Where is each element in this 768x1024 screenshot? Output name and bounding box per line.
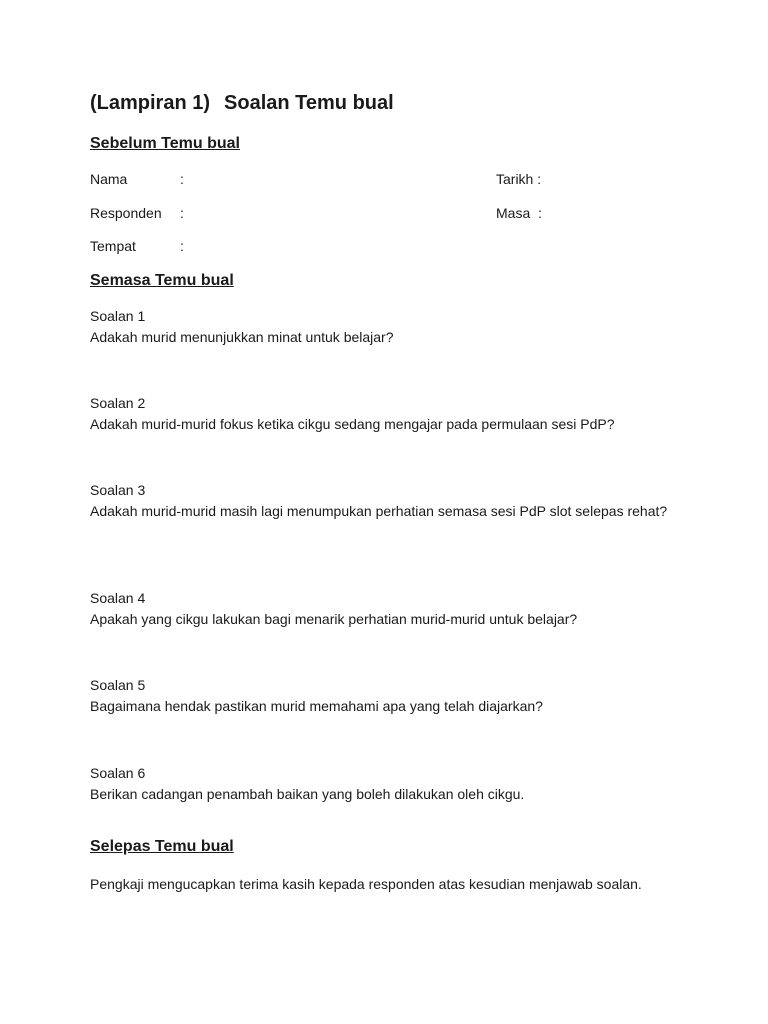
question-number: Soalan 1 xyxy=(90,308,146,324)
field-label-nama: Nama xyxy=(90,171,128,187)
field-label-responden: Responden xyxy=(90,205,162,221)
question-number: Soalan 6 xyxy=(90,765,146,781)
field-label-tempat: Tempat xyxy=(90,238,136,254)
field-colon-tempat: : xyxy=(180,238,184,254)
document-title xyxy=(90,92,394,115)
heading-during-interview: Semasa Temu bual xyxy=(90,272,234,289)
question-text: Adakah murid-murid masih lagi menumpukan perhatian semasa sesi PdP slot selepas rehat? xyxy=(90,503,668,519)
question-text: Adakah murid menunjukkan minat untuk belajar? xyxy=(90,329,394,345)
question-number: Soalan 5 xyxy=(90,677,146,693)
question-text: Apakah yang cikgu lakukan bagi menarik perhatian murid-murid untuk belajar? xyxy=(90,611,578,627)
field-colon-nama: : xyxy=(180,171,184,187)
title-appendix-label: (Lampiran 1) xyxy=(90,92,211,114)
question-number: Soalan 4 xyxy=(90,590,146,606)
field-colon-responden: : xyxy=(180,205,184,221)
question-text: Bagaimana hendak pastikan murid memahami apa yang telah diajarkan? xyxy=(90,698,543,714)
heading-before-interview: Sebelum Temu bual xyxy=(90,135,240,152)
question-text: Berikan cadangan penambah baikan yang boleh dilakukan oleh cikgu. xyxy=(90,786,525,802)
closing-statement: Pengkaji mengucapkan terima kasih kepada responden atas kesudian menjawab soalan. xyxy=(90,876,642,892)
field-label-masa: Masa : xyxy=(496,205,542,221)
field-label-tarikh: Tarikh : xyxy=(496,171,542,187)
question-text: Adakah murid-murid fokus ketika cikgu sedang mengajar pada permulaan sesi PdP? xyxy=(90,416,615,432)
question-number: Soalan 2 xyxy=(90,395,146,411)
heading-after-interview: Selepas Temu bual xyxy=(90,838,234,855)
question-number: Soalan 3 xyxy=(90,482,146,498)
title-main: Soalan Temu bual xyxy=(224,92,394,114)
